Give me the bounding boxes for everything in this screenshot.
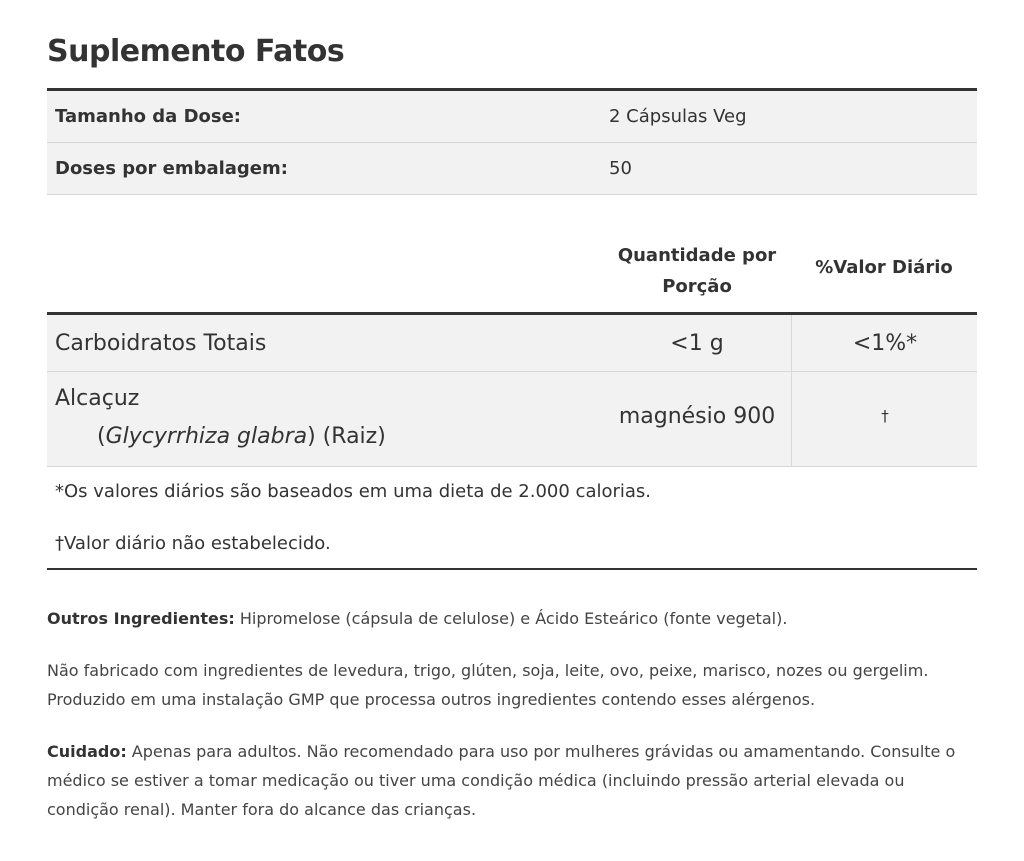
table-bottom-divider	[47, 568, 977, 570]
caution-label: Cuidado:	[47, 742, 127, 761]
other-ingredients-text: Hipromelose (cápsula de celulose) e Ácido Esteárico (fonte vegetal).	[234, 609, 788, 628]
nutrient-daily-value: †	[881, 407, 889, 425]
servings-per-container-label: Doses por embalagem:	[55, 158, 288, 179]
table-row	[47, 315, 977, 372]
serving-size-row	[47, 91, 977, 143]
footnote-daily-values: *Os valores diários são baseados em uma dieta de 2.000 calorias.	[55, 481, 652, 502]
other-ingredients	[47, 604, 977, 633]
page-title: Suplemento Fatos	[47, 34, 345, 69]
caution-text: Apenas para adultos. Não recomendado para uso por mulheres grávidas ou amamentando. Consulte o médico se estiver a tomar medicação ou tiver uma condição médica (incluindo pressão arterial elevada ou condição renal). Manter fora do alcance das crianças.	[47, 742, 956, 819]
nutrient-table-header	[47, 230, 977, 312]
other-ingredients-label: Outros Ingredientes:	[47, 609, 235, 628]
nutrient-amount: magnésio 900	[618, 404, 776, 429]
allergen-statement: Não fabricado com ingredientes de levedura, trigo, glúten, soja, leite, ovo, peixe, marisco, nozes ou gergelim. Produzido em uma instalação GMP que processa outros ingredientes contendo esses alérgenos.	[47, 661, 929, 709]
nutrient-daily-value: <1%*	[852, 331, 918, 356]
nutrient-amount: <1 g	[670, 331, 724, 356]
amount-per-serving-header	[607, 240, 787, 302]
daily-value-header: %Valor Diário	[815, 257, 953, 278]
nutrient-name: Alcaçuz	[55, 386, 140, 411]
nutrient-botanical-name	[97, 424, 386, 449]
footnote-not-established: †Valor diário não estabelecido.	[55, 533, 331, 554]
amount-header-line2: Porção	[662, 276, 732, 297]
latin-name: Glycyrrhiza glabra	[105, 424, 308, 449]
paren-open: (	[97, 424, 106, 449]
nutrient-name: Carboidratos Totais	[55, 331, 267, 356]
servings-per-container-row	[47, 143, 977, 195]
servings-per-container-value: 50	[609, 158, 632, 179]
serving-info-table	[47, 88, 977, 195]
nutrient-table	[47, 312, 977, 467]
caution-statement	[47, 737, 977, 824]
table-row	[47, 372, 977, 467]
nutrient-daily-value-cell	[791, 372, 978, 466]
plant-part: ) (Raiz)	[307, 424, 386, 449]
serving-size-label: Tamanho da Dose:	[55, 106, 241, 127]
serving-size-value: 2 Cápsulas Veg	[609, 106, 747, 127]
amount-header-line1: Quantidade por	[617, 245, 777, 266]
nutrient-daily-value-cell	[791, 315, 978, 371]
